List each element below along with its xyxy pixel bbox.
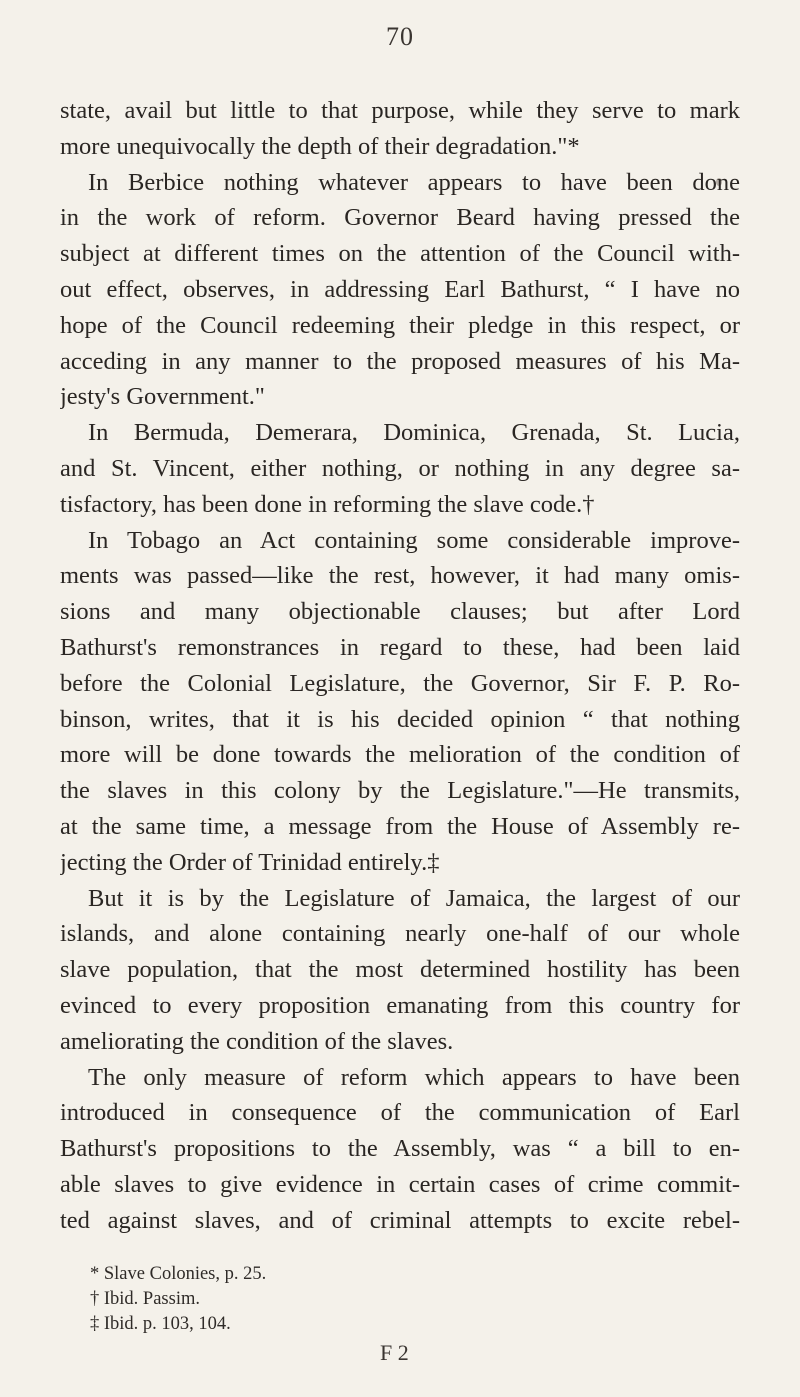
text-line: state, avail but little to that purpose, while they serve to mark [60, 97, 740, 124]
text-line: before the Colonial Legislature, the Governor, Sir F. P. Ro- [60, 669, 740, 697]
signature-mark: F 2 [380, 1340, 409, 1365]
footnote: † Ibid. Passim. [90, 1289, 200, 1309]
text-line: In Bermuda, Demerara, Dominica, Grenada, St. Lucia, [88, 419, 740, 447]
text-line: out effect, observes, in addressing Earl Bathurst, “ I have no [60, 275, 740, 303]
text-line: more will be done towards the melioration of the condition of [60, 741, 740, 769]
text-line: But it is by the Legislature of Jamaica, the largest of our [88, 884, 740, 912]
text-line: and St. Vincent, either nothing, or nothing in any degree sa- [60, 454, 740, 482]
text-line: Bathurst's propositions to the Assembly, was “ a bill to en- [60, 1135, 740, 1163]
footnote: ‡ Ibid. p. 103, 104. [90, 1314, 231, 1334]
text-line: hope of the Council redeeming their pledge in this respect, or [60, 311, 740, 339]
text-line: slave population, that the most determined hostility has been [60, 956, 740, 984]
text-line: evinced to every proposition emanating from this country for [60, 991, 740, 1019]
text-line: In Berbice nothing whatever appears to have been done [88, 168, 740, 196]
text-line: ted against slaves, and of criminal attempts to excite rebel- [60, 1206, 740, 1234]
text-line: introduced in consequence of the communication of Earl [60, 1099, 740, 1127]
footnote: * Slave Colonies, p. 25. [90, 1264, 267, 1284]
text-line: ameliorating the condition of the slaves. [60, 1027, 454, 1055]
text-line: binson, writes, that it is his decided opinion “ that nothing [60, 705, 740, 733]
text-line: tisfactory, has been done in reforming the slave code.† [60, 490, 595, 518]
text-line: more unequivocally the depth of their degradation."* [60, 132, 580, 160]
text-line: ments was passed—like the rest, however, it had many omis- [60, 562, 740, 590]
text-line: in the work of reform. Governor Beard having pressed the [60, 204, 740, 232]
text-line: the slaves in this colony by the Legislature."—He transmits, [60, 777, 740, 805]
text-line: In Tobago an Act containing some considerable improve- [88, 526, 740, 554]
text-line: Bathurst's remonstrances in regard to these, had been laid [60, 633, 740, 661]
text-line: jesty's Government." [60, 383, 265, 411]
page-number: 70 [386, 22, 414, 51]
text-line: at the same time, a message from the House of Assembly re- [60, 812, 740, 840]
text-line: subject at different times on the attention of the Council with- [60, 240, 740, 268]
text-line: able slaves to give evidence in certain cases of crime commit- [60, 1170, 740, 1198]
body-text [60, 93, 740, 1239]
text-line: sions and many objectionable clauses; but after Lord [60, 598, 740, 626]
text-line: acceding in any manner to the proposed measures of his Ma- [60, 347, 740, 375]
text-line: jecting the Order of Trinidad entirely.‡ [60, 848, 440, 876]
footnotes [90, 1262, 590, 1337]
text-line: The only measure of reform which appears to have been [88, 1063, 740, 1091]
text-line: islands, and alone containing nearly one-half of our whole [60, 920, 740, 948]
